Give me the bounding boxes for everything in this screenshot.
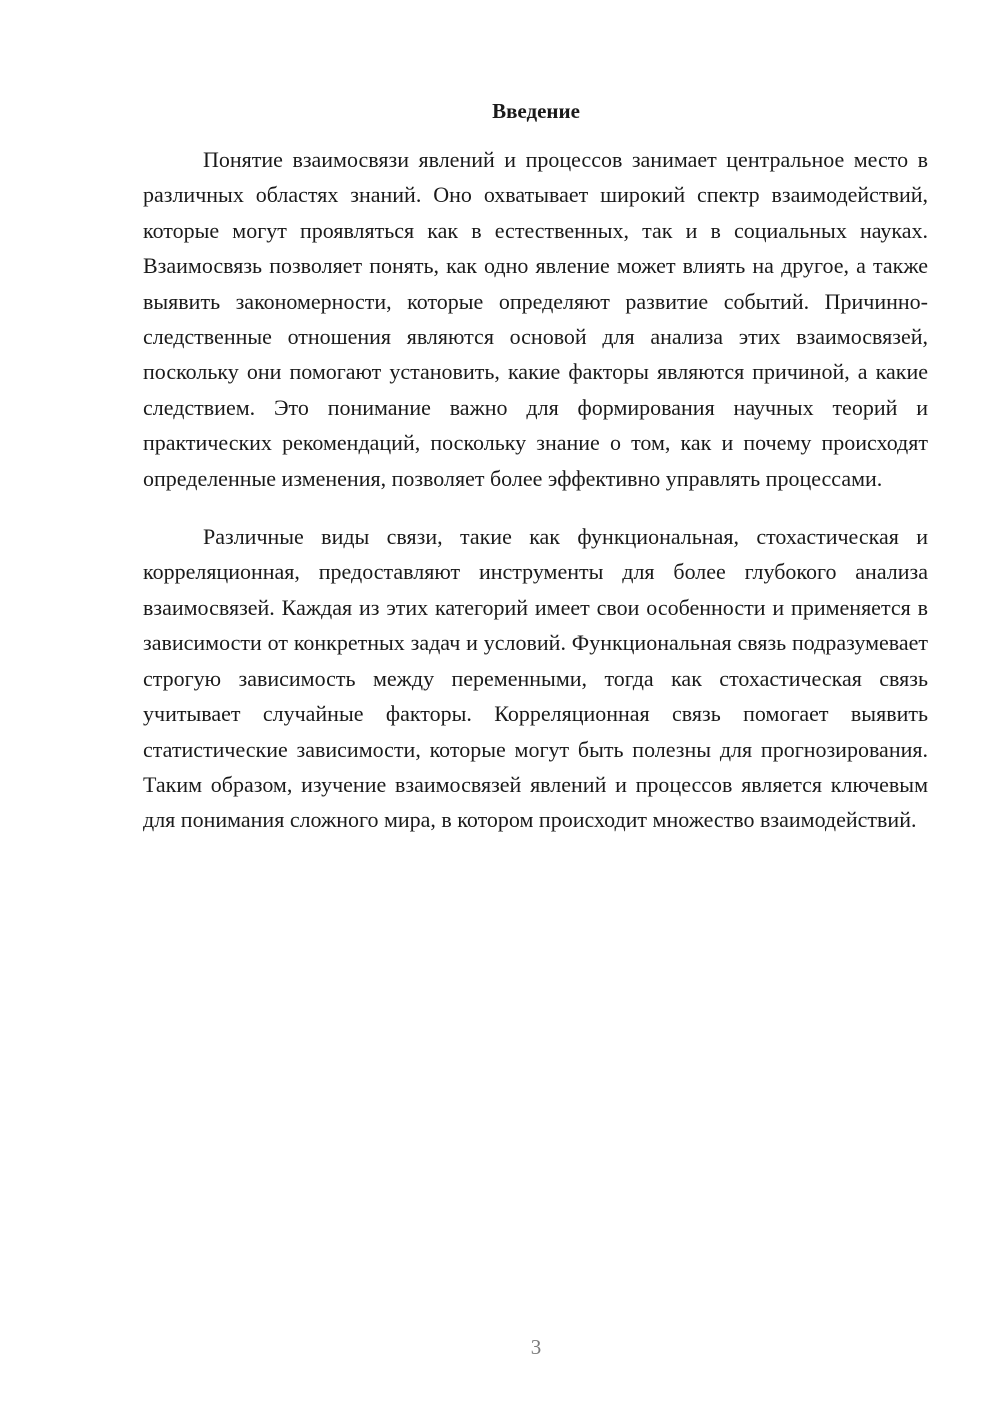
page-title: Введение [492, 99, 580, 123]
paragraph-2: Различные виды связи, такие как функциональная, стохастическая и корреляционная, предоставляют инструменты для более глубокого анализа взаимосвязей. Каждая из этих категорий имеет свои особенности и применяется в зависимости от конкретных задач и условий. Функциональная связь подразумевает строгую зависимость между переменными, тогда как стохастическая связь учитывает случайные факторы. Корреляционная связь помогает выявить статистические зависимости, которые могут быть полезны для прогнозирования. Таким образом, изучение взаимосвязей явлений и процессов является ключевым для понимания сложного мира, в котором происходит множество взаимодействий. [143, 524, 928, 833]
page-number: 3 [530, 1335, 542, 1359]
document-body [143, 142, 928, 838]
paragraph-1: Понятие взаимосвязи явлений и процессов занимает центральное место в различных областях знаний. Оно охватывает широкий спектр взаимодействий, которые могут проявляться как в естественных, так и в социальных науках. Взаимосвязь позволяет понять, как одно явление может влиять на другое, а также выявить закономерности, которые определяют развитие событий. Причинно-следственные отношения являются основой для анализа этих взаимосвязей, поскольку они помогают установить, какие факторы являются причиной, а какие следствием. Это понимание важно для формирования научных теорий и практических рекомендаций, поскольку знание о том, как и почему происходят определенные изменения, позволяет более эффективно управлять процессами. [143, 147, 928, 491]
